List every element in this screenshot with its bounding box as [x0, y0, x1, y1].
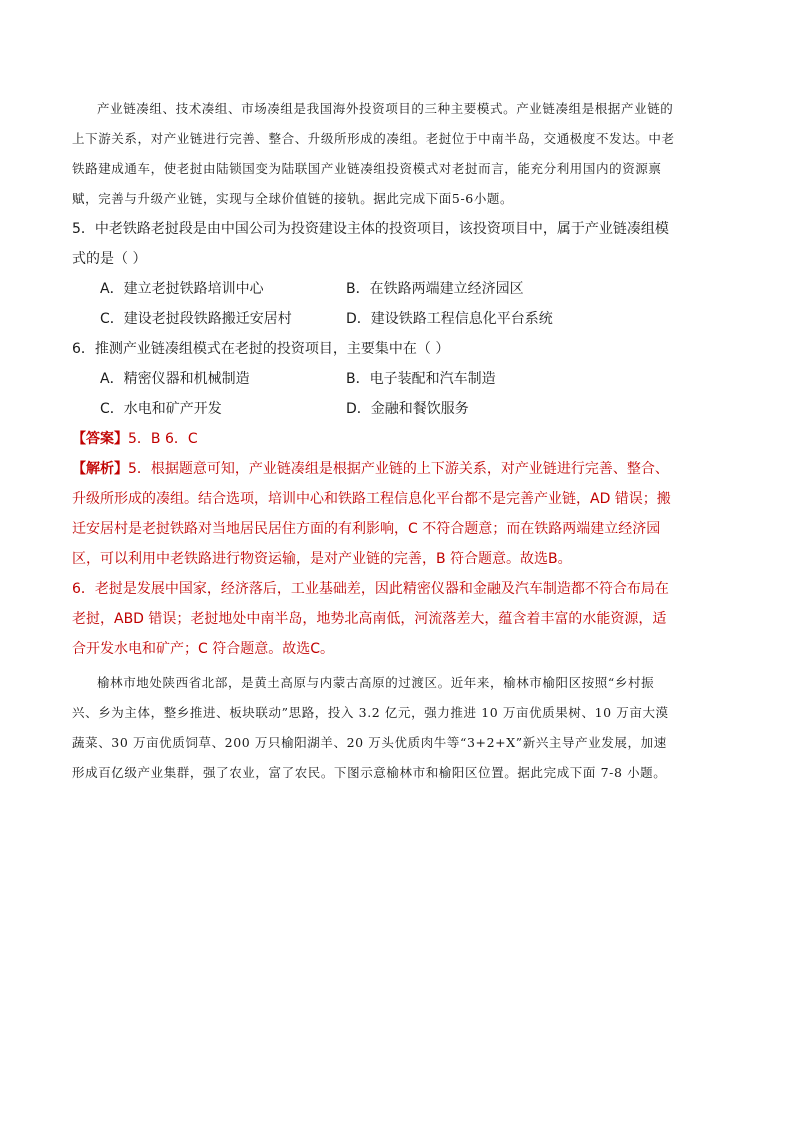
q6-option-c: C．水电和矿产开发 [100, 401, 222, 417]
q6-option-d: D．金融和餐饮服务 [346, 401, 469, 417]
answer-text: 5．B 6．C [128, 431, 198, 447]
question-6-options [100, 364, 678, 424]
passage-laos: 产业链凑组、技术凑组、市场凑组是我国海外投资项目的三种主要模式。产业链凑组是根据产业链的上下游关系，对产业链进行完善、整合、升级所形成的凑组。老挝位于中南半岛，交通极度不发达。中老铁路建成通车，使老挝由陆锁国变为陆联国产业链凑组投资模式对老挝而言，能充分利用国内的资源禀赋，完善与升级产业链，实现与全球价值链的接轨。据此完成下面5-6小题。 [72, 101, 675, 206]
q5-option-c: C．建设老挝段铁路搬迁安居村 [100, 311, 292, 327]
q5-option-d: D．建设铁路工程信息化平台系统 [346, 311, 553, 327]
question-5-stem: 5．中老铁路老挝段是由中国公司为投资建设主体的投资项目，该投资项目中，属于产业链凑组模式的是（ ） [72, 221, 669, 267]
q5-option-a: A．建立老挝铁路培训中心 [100, 281, 264, 297]
answer-line [72, 424, 678, 454]
analysis-q6: 6．老挝是发展中国家，经济落后，工业基础差，因此精密仪器和金融及汽车制造都不符合布局在老挝，ABD 错误；老挝地处中南半岛，地势北高南低，河流落差大，蕴含着丰富的水能资源，适合开发水电和矿产；C 符合题意。故选C。 [72, 581, 669, 657]
analysis-label: 【解析】 [72, 461, 128, 477]
question-5-options [100, 274, 678, 334]
analysis-q5-text: 5．根据题意可知，产业链凑组是根据产业链的上下游关系，对产业链进行完善、整合、升级所形成的凑组。结合选项，培训中心和铁路工程信息化平台都不是完善产业链，AD 错误；搬迁安居村是老挝铁路对当地居民居住方面的有利影响，C 不符合题意；而在铁路两端建立经济园区，可以利用中老铁路进行物资运输，是对产业链的完善，B 符合题意。故选B。 [72, 461, 671, 567]
passage-yulin: 榆林市地处陕西省北部，是黄土高原与内蒙古高原的过渡区。近年来，榆林市榆阳区按照“乡村振兴、乡为主体，整乡推进、板块联动”思路，投入 3.2 亿元，强力推进 10 万亩优质果树、10 万亩大漠蔬菜、30 万亩优质饲草、200 万只榆阳湖羊、20 万头优质肉牛等“3+2+X”新兴主导产业发展，加速形成百亿级产业集群，强了农业，富了农民。下图示意榆林市和榆阳区位置。据此完成下面 7-8 小题。 [72, 675, 669, 780]
q6-option-b: B．电子装配和汽车制造 [346, 371, 496, 387]
q6-option-a: A．精密仪器和机械制造 [100, 371, 250, 387]
answer-label: 【答案】 [72, 431, 128, 447]
document-body [72, 94, 678, 788]
question-6-stem: 6．推测产业链凑组模式在老挝的投资项目，主要集中在（ ） [72, 341, 450, 357]
q5-option-b: B．在铁路两端建立经济园区 [346, 281, 524, 297]
analysis-q5 [72, 454, 678, 574]
